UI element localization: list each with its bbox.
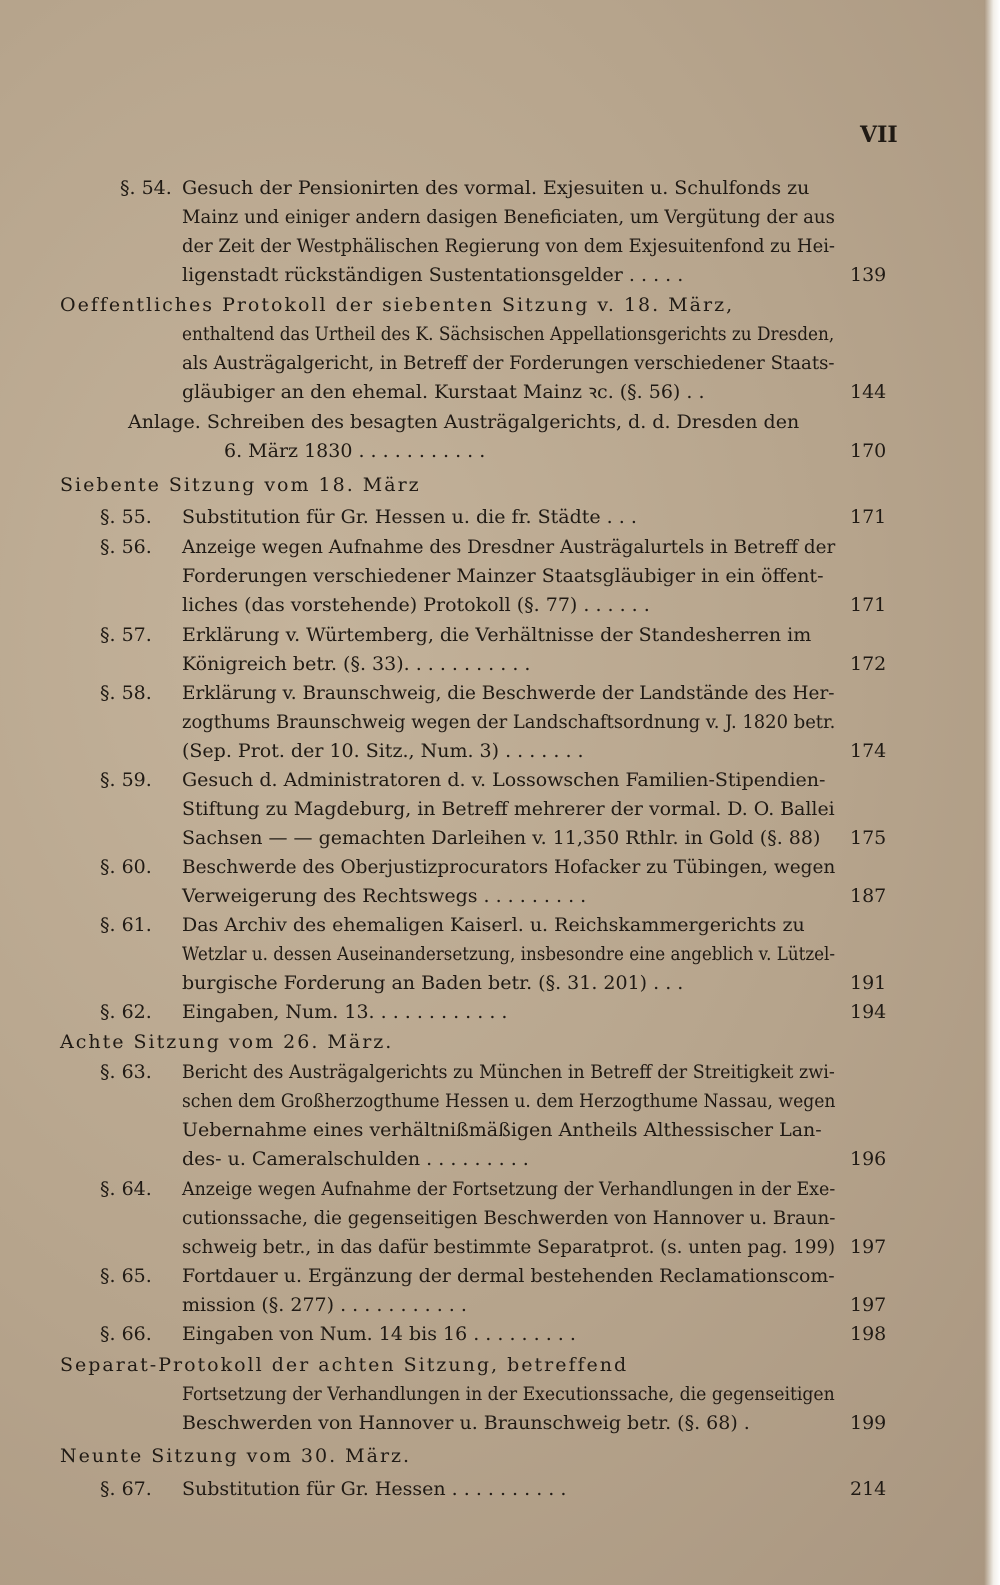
page-reference: 187	[850, 885, 887, 907]
entry-line: Erklärung v. Würtemberg, die Verhältnisse der Standesherren im	[182, 624, 812, 646]
section-number: §. 54.	[120, 177, 172, 199]
entry-line: Das Archiv des ehemaligen Kaiserl. u. Reichskammergerichts zu	[182, 914, 805, 936]
entry-line: liches (das vorstehende) Protokoll (§. 77) . . . . . .	[182, 594, 650, 616]
page-reference: 174	[850, 740, 887, 762]
entry-line: Eingaben, Num. 13. . . . . . . . . . . .	[182, 1001, 508, 1023]
entry-line: (Sep. Prot. der 10. Sitz., Num. 3) . . . . . . .	[182, 740, 584, 762]
section-number: §. 57.	[100, 624, 152, 646]
entry-line: zogthums Braunschweig wegen der Landschaftsordnung v. J. 1820 betr.	[182, 711, 836, 733]
page-reference: 144	[850, 381, 887, 403]
page-edge	[984, 0, 1000, 1585]
entry-line: enthaltend das Urtheil des K. Sächsischen Appellationsgerichts zu Dresden,	[182, 323, 835, 345]
page-reference: 191	[850, 972, 887, 994]
page-reference: 198	[850, 1323, 887, 1345]
page-reference: 171	[850, 594, 887, 616]
page-reference: 197	[850, 1236, 887, 1258]
page-reference: 175	[850, 827, 887, 849]
entry-line: ligenstadt rückständigen Sustentationsgelder . . . . .	[182, 264, 684, 286]
entry-line: burgische Forderung an Baden betr. (§. 31. 201) . . .	[182, 972, 684, 994]
entry-line: Substitution für Gr. Hessen . . . . . . . . . .	[182, 1478, 567, 1500]
entry-line: Fortsetzung der Verhandlungen in der Executionssache, die gegenseitigen	[182, 1383, 835, 1405]
page-number: VII	[860, 122, 898, 148]
section-number: §. 64.	[100, 1178, 152, 1200]
entry-line: Stiftung zu Magdeburg, in Betreff mehrerer der vormal. D. O. Ballei	[182, 798, 835, 820]
session-heading: Achte Sitzung vom 26. März.	[60, 1031, 394, 1053]
entry-line: Beschwerde des Oberjustizprocurators Hofacker zu Tübingen, wegen	[182, 856, 836, 878]
section-number: §. 66.	[100, 1323, 152, 1345]
entry-line: Erklärung v. Braunschweig, die Beschwerde der Landstände des Her-	[182, 682, 835, 704]
section-number: §. 56.	[100, 536, 152, 558]
entry-line: mission (§. 277) . . . . . . . . . . .	[182, 1294, 467, 1316]
entry-line: Beschwerden von Hannover u. Braunschweig betr. (§. 68) .	[182, 1412, 750, 1434]
entry-line: schweig betr., in das dafür bestimmte Separatprot. (s. unten pag. 199)	[182, 1236, 836, 1258]
section-number: §. 59.	[100, 769, 152, 791]
page-reference: 194	[850, 1001, 887, 1023]
section-number: §. 67.	[100, 1478, 152, 1500]
entry-line: cutionssache, die gegenseitigen Beschwerden von Hannover u. Braun-	[182, 1207, 836, 1229]
entry-line: Anzeige wegen Aufnahme der Fortsetzung der Verhandlungen in der Exe-	[182, 1178, 836, 1200]
entry-line: des- u. Cameralschulden . . . . . . . . .	[182, 1148, 529, 1170]
entry-line: Uebernahme eines verhältnißmäßigen Antheils Althessischer Lan-	[182, 1119, 822, 1141]
entry-line: Fortdauer u. Ergänzung der dermal bestehenden Reclamationscom-	[182, 1265, 835, 1287]
entry-line: Verweigerung des Rechtswegs . . . . . . . . .	[182, 885, 587, 907]
entry-line: Wetzlar u. dessen Auseinandersetzung, insbesondre eine angeblich v. Lützel-	[182, 943, 836, 965]
page-reference: 139	[850, 264, 887, 286]
entry-line: Königreich betr. (§. 33). . . . . . . . . . .	[182, 653, 531, 675]
entry-line: Eingaben von Num. 14 bis 16 . . . . . . . . .	[182, 1323, 576, 1345]
annex-heading: Anlage. Schreiben des besagten Austrägalgerichts, d. d. Dresden den	[128, 411, 800, 433]
section-number: §. 63.	[100, 1061, 152, 1083]
entry-line: Sachsen — — gemachten Darleihen v. 11,350 Rthlr. in Gold (§. 88)	[182, 827, 821, 849]
entry-line: Gesuch der Pensionirten des vormal. Exjesuiten u. Schulfonds zu	[182, 177, 810, 199]
section-number: §. 65.	[100, 1265, 152, 1287]
entry-line: Bericht des Austrägalgerichts zu München in Betreff der Streitigkeit zwi-	[182, 1061, 835, 1083]
page-reference: 170	[850, 440, 887, 462]
page-reference: 171	[850, 506, 887, 528]
entry-line: Gesuch d. Administratoren d. v. Lossowschen Familien-Stipendien-	[182, 769, 826, 791]
section-number: §. 61.	[100, 914, 152, 936]
entry-line: gläubiger an den ehemal. Kurstaat Mainz ꝛc. (§. 56) . .	[182, 381, 705, 403]
entry-line: 6. März 1830 . . . . . . . . . . .	[224, 440, 486, 462]
section-number: §. 60.	[100, 856, 152, 878]
session-heading: Siebente Sitzung vom 18. März	[60, 474, 421, 496]
entry-line: der Zeit der Westphälischen Regierung von dem Exjesuitenfond zu Hei-	[182, 235, 836, 257]
entry-line: Anzeige wegen Aufnahme des Dresdner Austrägalurtels in Betreff der	[182, 536, 836, 558]
section-number: §. 58.	[100, 682, 152, 704]
entry-line: Substitution für Gr. Hessen u. die fr. Städte . . .	[182, 506, 637, 528]
page-reference: 214	[850, 1478, 887, 1500]
page-reference: 199	[850, 1412, 887, 1434]
protocol-heading: Oeffentliches Protokoll der siebenten Sitzung v. 18. März,	[60, 294, 735, 316]
section-number: §. 62.	[100, 1001, 152, 1023]
section-number: §. 55.	[100, 506, 152, 528]
entry-line: Forderungen verschiedener Mainzer Staatsgläubiger in ein öffent-	[182, 565, 824, 587]
entry-line: schen dem Großherzogthume Hessen u. dem Herzogthume Nassau, wegen	[182, 1090, 836, 1112]
page-reference: 197	[850, 1294, 887, 1316]
protocol-heading: Separat-Protokoll der achten Sitzung, betreffend	[60, 1354, 629, 1376]
page-reference: 196	[850, 1148, 887, 1170]
page-reference: 172	[850, 653, 887, 675]
entry-line: Mainz und einiger andern dasigen Beneficiaten, um Vergütung der aus	[182, 206, 835, 228]
entry-line: als Austrägalgericht, in Betreff der Forderungen verschiedener Staats-	[182, 352, 835, 374]
session-heading: Neunte Sitzung vom 30. März.	[60, 1445, 412, 1467]
